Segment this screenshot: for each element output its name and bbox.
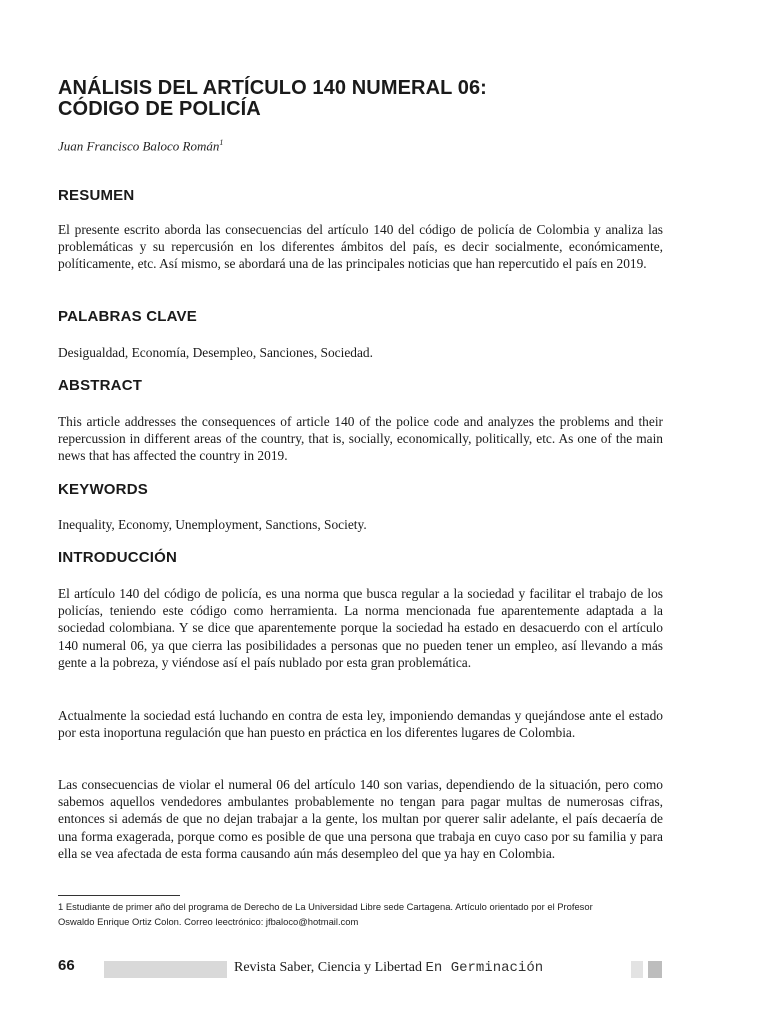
resumen-paragraph: El presente escrito aborda las consecuencias del artículo 140 del código de policía de Colombia y analiza las problemáticas y su repercusión en los diferentes ámbitos del país, es decir socialmente, económicamente, políticamente, etc. Así mismo, se abordará una de las principales noticias que han repercutido el país en 2019.: [58, 222, 663, 272]
page-number: 66: [58, 957, 75, 974]
journal-suffix: En Germinación: [425, 960, 544, 976]
intro-paragraph-3: Las consecuencias de violar el numeral 06 del artículo 140 son varias, dependiendo de la situación, pero como sabemos aquellos vendedores ambulantes probablemente no tengan para pagar multas de numerosas cifras, entonces si además de que no dejan trabajar a la gente, los multan por querer salir adelante, el país decaería de una forma exagerada, porque como es posible de que una persona que trabaja en cuyo caso por su familia y para ella se vea afectada de esta forma causando aún más desempleo del que ya hay en Colombia.: [58, 777, 663, 861]
footnote-divider: [58, 895, 180, 896]
journal-name: Revista Saber, Ciencia y Libertad En Germinación: [234, 960, 544, 976]
author-name: Juan Francisco Baloco Román$^1$: [58, 138, 224, 154]
palabras-clave-text: Desigualdad, Economía, Desempleo, Sanciones, Sociedad.: [58, 345, 373, 360]
abstract-heading: ABSTRACT: [58, 377, 143, 394]
palabras-clave-heading: PALABRAS CLAVE: [58, 308, 197, 325]
footer-block-light: [631, 961, 643, 978]
title-line-1: ANÁLISIS DEL ARTÍCULO 140 NUMERAL 06:: [58, 77, 487, 99]
footnote-line-2: Oswaldo Enrique Ortiz Colon. Correo leectrónico: jfbaloco@hotmail.com: [58, 915, 359, 927]
footnote: [58, 900, 668, 929]
footnote-mark[interactable]: 1: [219, 138, 224, 147]
keywords-heading: KEYWORDS: [58, 481, 148, 498]
article-title: [58, 78, 663, 120]
footer-bar-left: [104, 961, 227, 978]
intro-paragraph-2: Actualmente la sociedad está luchando en contra de esta ley, imponiendo demandas y quejándose ante el estado por esta inoportuna regulación que han puesto en práctica en los diferentes lugares de Colombia.: [58, 708, 663, 741]
intro-paragraph-1: El artículo 140 del código de policía, es una norma que busca regular a la sociedad y facilitar el trabajo de los policías, teniendo este código como herramienta. La norma mencionada fue aparentemente adaptada a la sociedad colombiana. Y se dice que aparentemente porque la sociedad ha estado en desacuerdo con el artículo 140 numeral 06, ya que cierra las posibilidades a personas que no pueden tener un empleo, así llevando a más gente a la pobreza, y viéndose así el país nublado por esta gran problemática.: [58, 586, 663, 670]
abstract-paragraph: This article addresses the consequences of article 140 of the police code and analyzes the problems and their repercussion in different areas of the country, that is, socially, economically, politically, etc. As one of the main news that has affected the country in 2019.: [58, 414, 663, 464]
keywords-text: Inequality, Economy, Unemployment, Sanctions, Society.: [58, 517, 367, 532]
footer-block-dark: [648, 961, 662, 978]
title-line-2: CÓDIGO DE POLICÍA: [58, 98, 261, 120]
footnote-line-1: 1 Estudiante de primer año del programa de Derecho de La Universidad Libre sede Cartagena. Artículo orientado por el Profesor: [58, 901, 593, 912]
resumen-heading: RESUMEN: [58, 187, 135, 204]
introduccion-heading: INTRODUCCIÓN: [58, 549, 178, 566]
